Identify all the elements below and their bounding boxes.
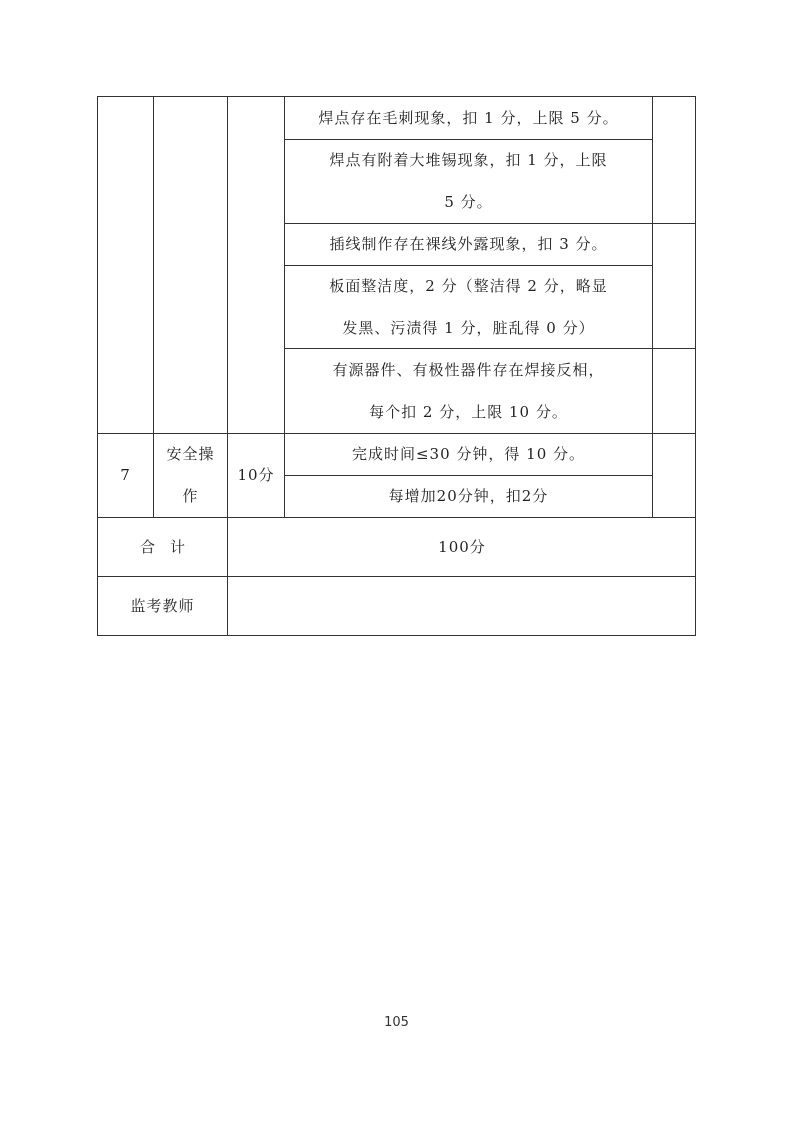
item-points: 10分 xyxy=(237,466,275,484)
total-value: 100分 xyxy=(438,538,486,556)
row-divider xyxy=(97,517,696,518)
criteria-text: 焊点有附着大堆锡现象，扣 1 分，上限 xyxy=(329,151,608,169)
row-divider xyxy=(652,223,696,224)
criteria-text: 焊点存在毛刺现象，扣 1 分，上限 5 分。 xyxy=(318,109,619,127)
item-name: 作 xyxy=(182,487,199,505)
criteria-text: 完成时间≤30 分钟，得 10 分。 xyxy=(351,445,586,463)
criteria-text: 发黑、污渍得 1 分，脏乱得 0 分） xyxy=(342,319,595,337)
criteria-text: 有源器件、有极性器件存在焊接反相， xyxy=(332,361,605,379)
criteria-text: 每个扣 2 分，上限 10 分。 xyxy=(369,403,568,421)
criteria-text: 板面整洁度，2 分（整洁得 2 分，略显 xyxy=(329,277,608,295)
examiner-label: 监考教师 xyxy=(130,597,195,615)
row-divider xyxy=(97,576,696,577)
item-name: 安全操 xyxy=(166,445,215,463)
row-index: 7 xyxy=(120,466,131,484)
col-divider xyxy=(652,96,653,518)
total-label: 合 计 xyxy=(139,538,185,556)
page-number: 105 xyxy=(384,1015,409,1030)
row-divider xyxy=(652,348,696,349)
criteria-text: 插线制作存在裸线外露现象，扣 3 分。 xyxy=(329,235,608,253)
criteria-text: 5 分。 xyxy=(444,193,493,211)
criteria-text: 每增加20分钟，扣2分 xyxy=(388,487,549,505)
